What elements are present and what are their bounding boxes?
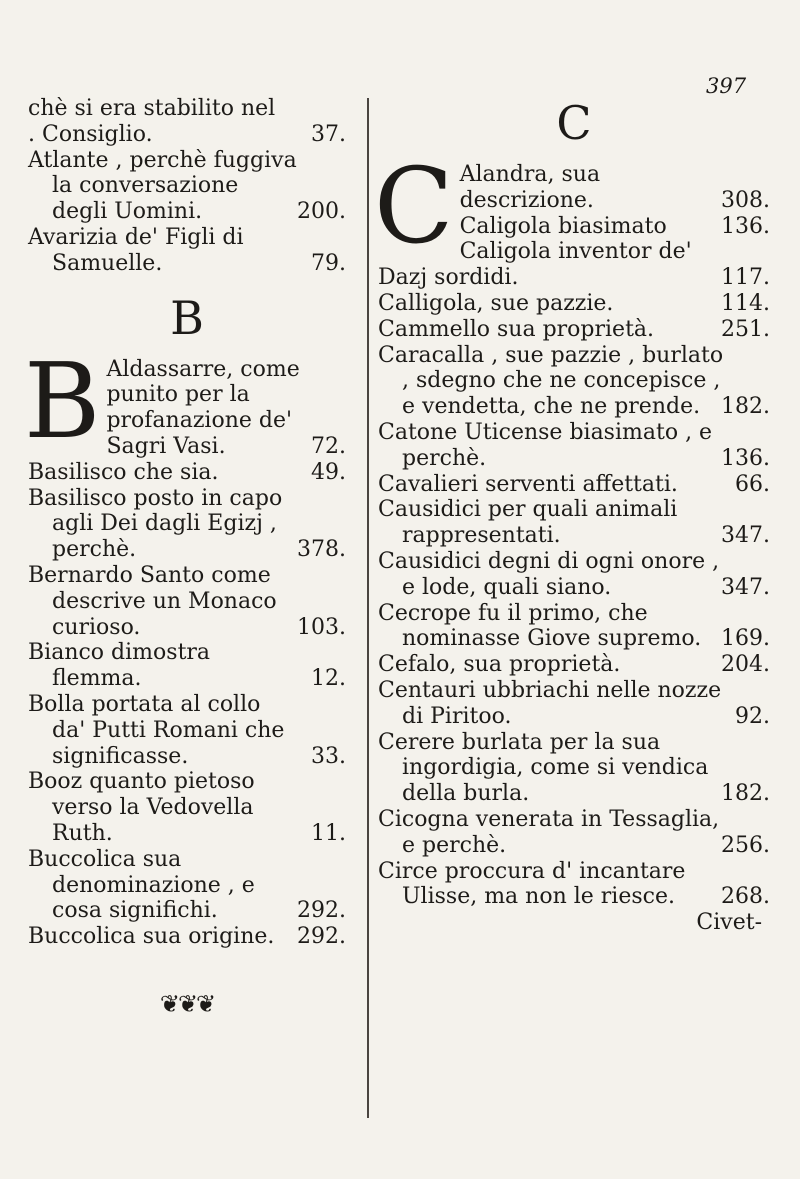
index-entry (378, 162, 770, 214)
entry-page: 292. (297, 924, 346, 950)
entry-text: Booz quanto pietoso verso la Vedovella Ruth. (28, 769, 255, 846)
index-entry (378, 420, 770, 472)
entry-text: chè si era stabilito nel (28, 96, 276, 121)
drop-initial-b: B (24, 339, 101, 462)
index-entry (378, 291, 770, 317)
entry-page: 182. (721, 781, 770, 807)
entry-page: 347. (721, 523, 770, 549)
index-entry (28, 640, 346, 692)
entry-text: Caligola inventor de' Dazj sordidi. (378, 239, 692, 291)
right-column (374, 96, 770, 936)
index-entry (378, 497, 770, 549)
entry-page: 347. (721, 574, 770, 600)
index-entry (28, 847, 346, 924)
entry-text: Cerere burlata per la sua ingordigia, come si vendica della burla. (378, 729, 709, 807)
entry-page: 136. (721, 213, 770, 239)
entry-text: . Consiglio. (28, 121, 153, 147)
entry-page: 12. (311, 666, 346, 692)
entry-text: Bolla portata al collo da' Putti Romani che significasse. (28, 691, 285, 769)
entry-text: Cefalo, sua proprietà. (378, 652, 621, 678)
index-entry (378, 807, 770, 859)
entry-text: Avarizia de' Figli di Samuelle. (28, 224, 244, 276)
index-entry (28, 357, 346, 460)
index-entry (28, 486, 346, 563)
index-entry (28, 148, 346, 225)
entry-page: 308. (721, 187, 770, 213)
entry-text: Centauri ubbriachi nelle nozze di Piritoo. (378, 677, 722, 729)
page-number: 397 (706, 74, 747, 98)
entry-page: 136. (721, 445, 770, 471)
letter-heading-b: B (170, 290, 204, 345)
entry-page: 292. (297, 898, 346, 924)
letter-heading-c: C (556, 96, 592, 150)
index-entry (378, 652, 770, 678)
entry-text: Basilisco posto in capo agli Dei dagli Egizj , perchè. (28, 485, 283, 563)
entry-text: Cicogna venerata in Tessaglia, e perchè. (378, 806, 720, 858)
entry-text: Bernardo Santo come descrive un Monaco curioso. (28, 562, 277, 640)
index-entry (378, 549, 770, 601)
index-entry (28, 692, 346, 769)
entry-page: 92. (735, 703, 770, 729)
index-entry (378, 317, 770, 343)
index-entry (28, 924, 346, 950)
entry-page: 66. (735, 471, 770, 497)
index-entry (28, 225, 346, 277)
entry-page: 103. (297, 614, 346, 640)
index-entry (28, 769, 346, 846)
drop-entry-b (24, 339, 346, 462)
index-entry (28, 460, 346, 486)
index-entry (378, 859, 770, 911)
entry-text: Alandra, sua descrizione. (459, 162, 601, 213)
entry-page: 11. (311, 820, 346, 846)
index-entry (378, 472, 770, 498)
catchword: Civet- (696, 910, 762, 936)
entry-text: Buccolica sua denominazione , e cosa significhi. (28, 846, 255, 924)
index-entry (378, 730, 770, 807)
column-rule (367, 98, 369, 1118)
entry-page: 49. (311, 459, 346, 485)
entry-text: Cecrope fu il primo, che nominasse Giove supremo. (378, 600, 702, 652)
entry-page: 182. (721, 394, 770, 420)
entry-page: 79. (311, 250, 346, 276)
index-entry (378, 343, 770, 420)
index-entry (28, 563, 346, 640)
entry-page: 251. (721, 316, 770, 342)
index-entry (378, 214, 770, 240)
entry-page: 169. (721, 626, 770, 652)
entry-page: 378. (297, 537, 346, 563)
entry-text: Cavalieri serventi affettati. (378, 471, 678, 497)
entry-text: Caracalla , sue pazzie , burlato , sdegno che ne concepisce , e vendetta, che ne prende. (378, 342, 724, 420)
entry-text: Bianco dimostra flemma. (28, 640, 211, 692)
index-entry (378, 239, 770, 291)
entry-page: 33. (311, 743, 346, 769)
index-entry (28, 96, 346, 122)
index-entry (28, 122, 346, 148)
entry-text: Catone Uticense biasimato , e perchè. (378, 419, 713, 471)
entry-text: Atlante , perchè fuggiva la conversazione degli Uomini. (28, 147, 297, 225)
entry-text: Causidici degni di ogni onore , e lode, quali siano. (378, 548, 720, 600)
entry-page: 256. (721, 832, 770, 858)
entry-page: 37. (311, 121, 346, 147)
entry-page: 204. (721, 652, 770, 678)
index-entry (378, 678, 770, 730)
entry-page: 114. (721, 290, 770, 316)
fleuron-ornament: ❦❦❦ (159, 989, 215, 1018)
entry-text: Basilisco che sia. (28, 459, 219, 485)
entry-text: Causidici per quali animali rappresentati. (378, 497, 678, 549)
entry-page: 117. (721, 265, 770, 291)
index-entry (378, 601, 770, 653)
drop-initial-c: C (374, 145, 454, 267)
entry-page: 268. (721, 884, 770, 910)
left-column (24, 96, 346, 1018)
entry-text: Caligola biasimato (459, 213, 667, 239)
entry-text: Buccolica sua origine. (28, 924, 275, 950)
entry-text: Aldassarre, come punito per la profanazione de' Sagri Vasi. (106, 356, 300, 459)
entry-page: 200. (297, 199, 346, 225)
entry-page: 72. (311, 433, 346, 459)
entry-text: Cammello sua proprietà. (378, 316, 655, 342)
entry-text: Circe proccura d' incantare Ulisse, ma non le riesce. (378, 858, 686, 910)
drop-entry-c (374, 145, 770, 291)
entry-text: Calligola, sue pazzie. (378, 290, 614, 316)
